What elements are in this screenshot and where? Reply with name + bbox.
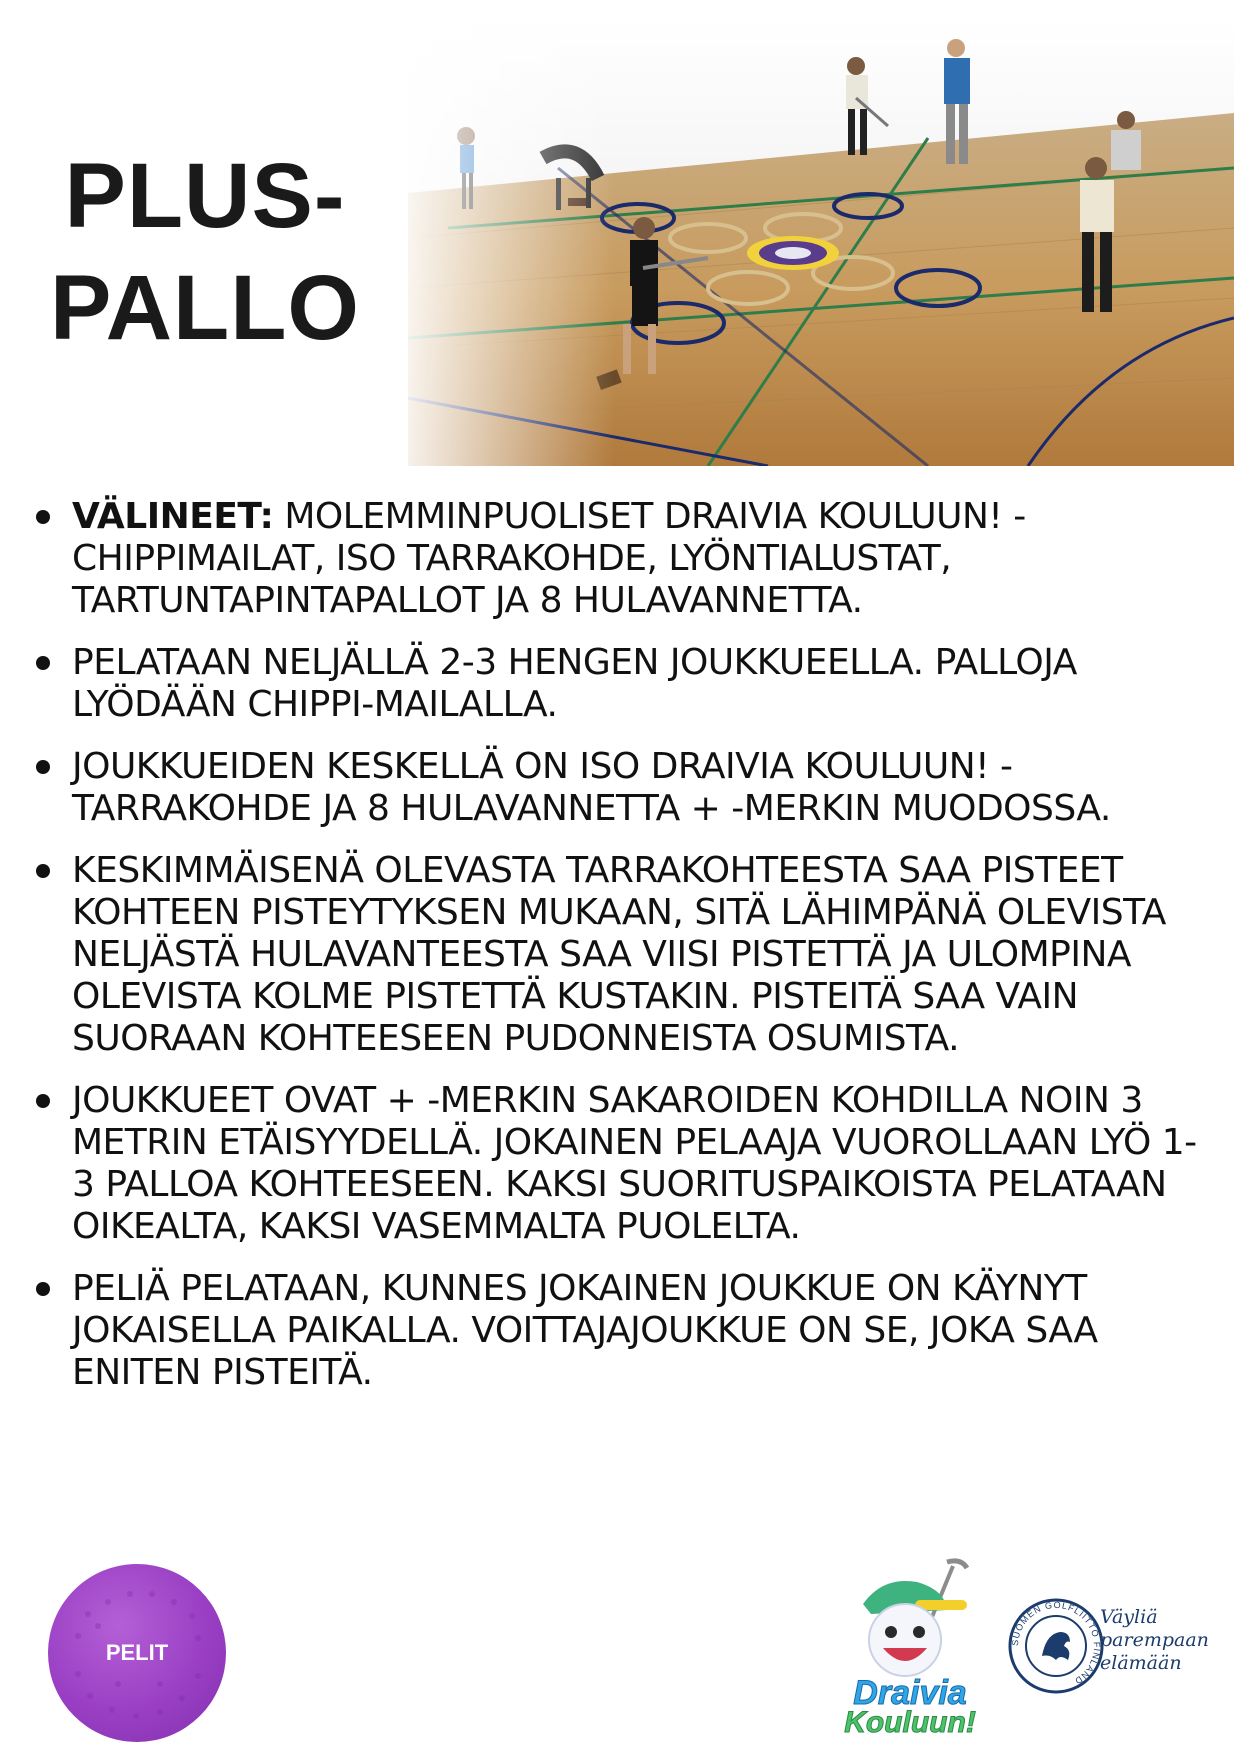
gym-hall-photo bbox=[408, 18, 1234, 466]
rule-text: MOLEMMINPUOLISET DRAIVIA KOULUUN! -CHIPPIMAILAT, ISO TARRAKOHDE, LYÖNTIALUSTAT, TARTUNTAPINTAPALLOT JA 8 HULAVANNETTA. bbox=[72, 496, 1026, 621]
rules-list bbox=[36, 496, 1206, 1414]
pelit-ball-badge bbox=[48, 1564, 226, 1742]
bullet-icon bbox=[36, 864, 50, 878]
title-line-2: PALLO bbox=[50, 257, 360, 359]
tagline bbox=[1100, 1606, 1236, 1675]
rule-text: PELIÄ PELATAAN, KUNNES JOKAINEN JOUKKUE ON KÄYNYT JOKAISELLA PAIKALLA. VOITTAJAJOUKKUE ON SE, JOKA SAA ENITEN PISTEITÄ. bbox=[72, 1268, 1098, 1393]
bullet-icon bbox=[36, 656, 50, 670]
rule-text: JOUKKUEET OVAT + -MERKIN SAKAROIDEN KOHDILLA NOIN 3 METRIN ETÄISYYDELLÄ. JOKAINEN PELAAJA VUOROLLAAN LYÖ 1-3 PALLOA KOHTEESEEN. KAKSI SUORITUSPAIKOISTA PELATAAN OIKEALTA, KAKSI VASEMMALTA PUOLELTA. bbox=[72, 1080, 1197, 1247]
bullet-icon bbox=[36, 760, 50, 774]
list-item bbox=[36, 850, 1206, 1060]
rule-label: VÄLINEET: bbox=[72, 496, 274, 537]
list-item bbox=[36, 1268, 1206, 1394]
bullet-icon bbox=[36, 510, 50, 524]
rule-text: KESKIMMÄISENÄ OLEVASTA TARRAKOHTEESTA SAA PISTEET KOHTEEN PISTEYTYKSEN MUKAAN, SITÄ LÄHIMPÄNÄ OLEVISTA NELJÄSTÄ HULAVANTEESTA SAA VIISI PISTETTÄ JA ULOMPINA OLEVISTA KOLME PISTETTÄ KUSTAKIN. PISTEITÄ SAA VAIN SUORAAN KOHTEESEEN PUDONNEISTA OSUMISTA. bbox=[72, 850, 1166, 1059]
list-item bbox=[36, 746, 1206, 830]
tagline-line-2: parempaan bbox=[1100, 1629, 1209, 1651]
draivia-text: Draivia bbox=[853, 1674, 967, 1712]
rule-text: JOUKKUEIDEN KESKELLÄ ON ISO DRAIVIA KOULUUN! -TARRAKOHDE JA 8 HULAVANNETTA + -MERKIN MUODOSSA. bbox=[72, 746, 1111, 829]
seal-ring-text: SUOMEN GOLFLIITTO FINLAND bbox=[1009, 1599, 1103, 1687]
title-line-1: PLUS- bbox=[64, 145, 346, 247]
page-title bbox=[40, 140, 370, 364]
bullet-icon bbox=[36, 1094, 50, 1108]
pelit-label: PELIT bbox=[105, 1640, 169, 1665]
tagline-line-1: Väyliä bbox=[1100, 1606, 1158, 1628]
bullet-icon bbox=[36, 1282, 50, 1296]
golf-federation-seal-icon bbox=[1006, 1596, 1106, 1696]
rule-text: PELATAAN NELJÄLLÄ 2-3 HENGEN JOUKKUEELLA. PALLOJA LYÖDÄÄN CHIPPI-MAILALLA. bbox=[72, 642, 1077, 725]
list-item bbox=[36, 642, 1206, 726]
draivia-kouluun-logo bbox=[835, 1556, 985, 1736]
tagline-line-3: elämään bbox=[1100, 1652, 1182, 1674]
list-item bbox=[36, 496, 1206, 622]
kouluun-text: Kouluun! bbox=[844, 1706, 976, 1736]
list-item bbox=[36, 1080, 1206, 1248]
